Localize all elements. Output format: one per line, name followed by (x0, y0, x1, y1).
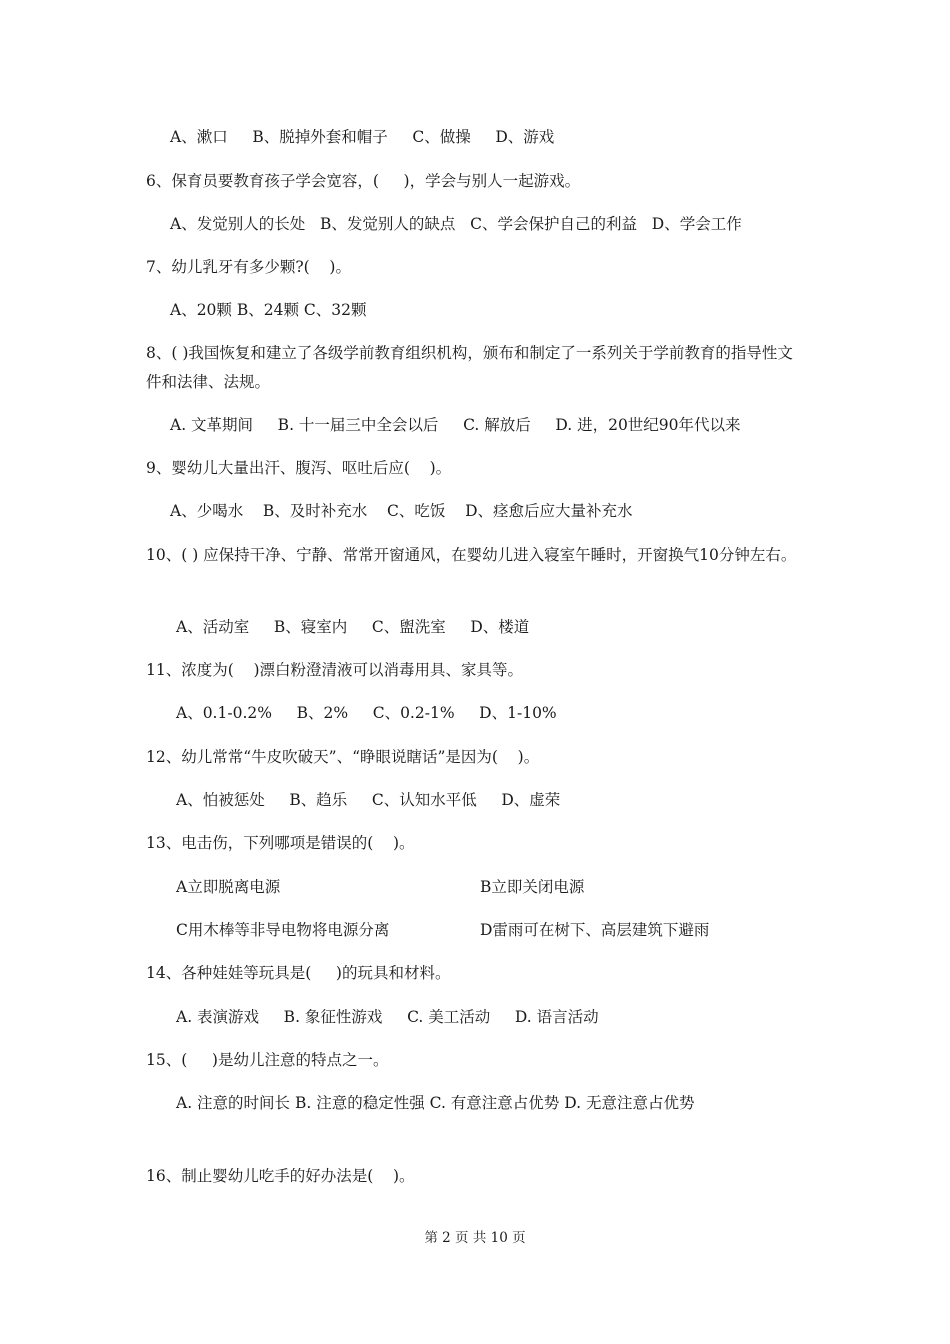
question-8: 8、( )我国恢复和建立了各级学前教育组织机构，颁布和制定了一系列关于学前教育的指导性文件和法律、法规。 (146, 344, 793, 391)
q11-options: A、0.1-0.2% B、2% C、0.2-1% D、1-10% (176, 704, 557, 722)
q13-option-a: A立即脱离电源 (176, 878, 281, 896)
question-7: 7、幼儿乳牙有多少颗?( )。 (146, 258, 351, 276)
q8-options: A. 文革期间 B. 十一届三中全会以后 C. 解放后 D. 进，20世纪90年代以来 (170, 416, 741, 434)
question-11: 11、浓度为( )漂白粉澄清液可以消毒用具、家具等。 (146, 661, 524, 679)
q13-option-d: D雷雨可在树下、高层建筑下避雨 (480, 921, 710, 939)
q7-options: A、20颗 B、24颗 C、32颗 (170, 301, 367, 319)
q15-options: A. 注意的时间长 B. 注意的稳定性强 C. 有意注意占优势 D. 无意注意占优势 (176, 1094, 695, 1112)
q14-options: A. 表演游戏 B. 象征性游戏 C. 美工活动 D. 语言活动 (176, 1008, 599, 1026)
q10-options: A、活动室 B、寝室内 C、盥洗室 D、楼道 (176, 618, 530, 636)
page-number-footer: 第 2 页 共 10 页 (424, 1230, 526, 1246)
q9-options: A、少喝水 B、及时补充水 C、吃饭 D、痉愈后应大量补充水 (170, 502, 633, 520)
q13-option-b: B立即关闭电源 (480, 878, 585, 896)
question-16: 16、制止婴幼儿吃手的好办法是( )。 (146, 1167, 415, 1185)
question-9: 9、婴幼儿大量出汗、腹泻、呕吐后应( )。 (146, 459, 452, 477)
q13-option-c: C用木棒等非导电物将电源分离 (176, 921, 390, 939)
q5-options: A、漱口 B、脱掉外套和帽子 C、做操 D、游戏 (170, 128, 555, 146)
question-12: 12、幼儿常常“牛皮吹破天”、“睁眼说瞎话”是因为( )。 (146, 748, 540, 766)
q12-options: A、怕被惩处 B、趋乐 C、认知水平低 D、虚荣 (176, 791, 561, 809)
question-6: 6、保育员要教育孩子学会宽容，( )，学会与别人一起游戏。 (146, 172, 581, 190)
q6-options: A、发觉别人的长处 B、发觉别人的缺点 C、学会保护自己的利益 D、学会工作 (170, 215, 742, 233)
question-15: 15、( )是幼儿注意的特点之一。 (146, 1051, 389, 1069)
question-14: 14、各种娃娃等玩具是( )的玩具和材料。 (146, 964, 451, 982)
question-10: 10、( ) 应保持干净、宁静、常常开窗通风，在婴幼儿进入寝室午睡时，开窗换气10分钟左右。 (146, 546, 797, 564)
question-13: 13、电击伤，下列哪项是错误的( )。 (146, 834, 415, 852)
